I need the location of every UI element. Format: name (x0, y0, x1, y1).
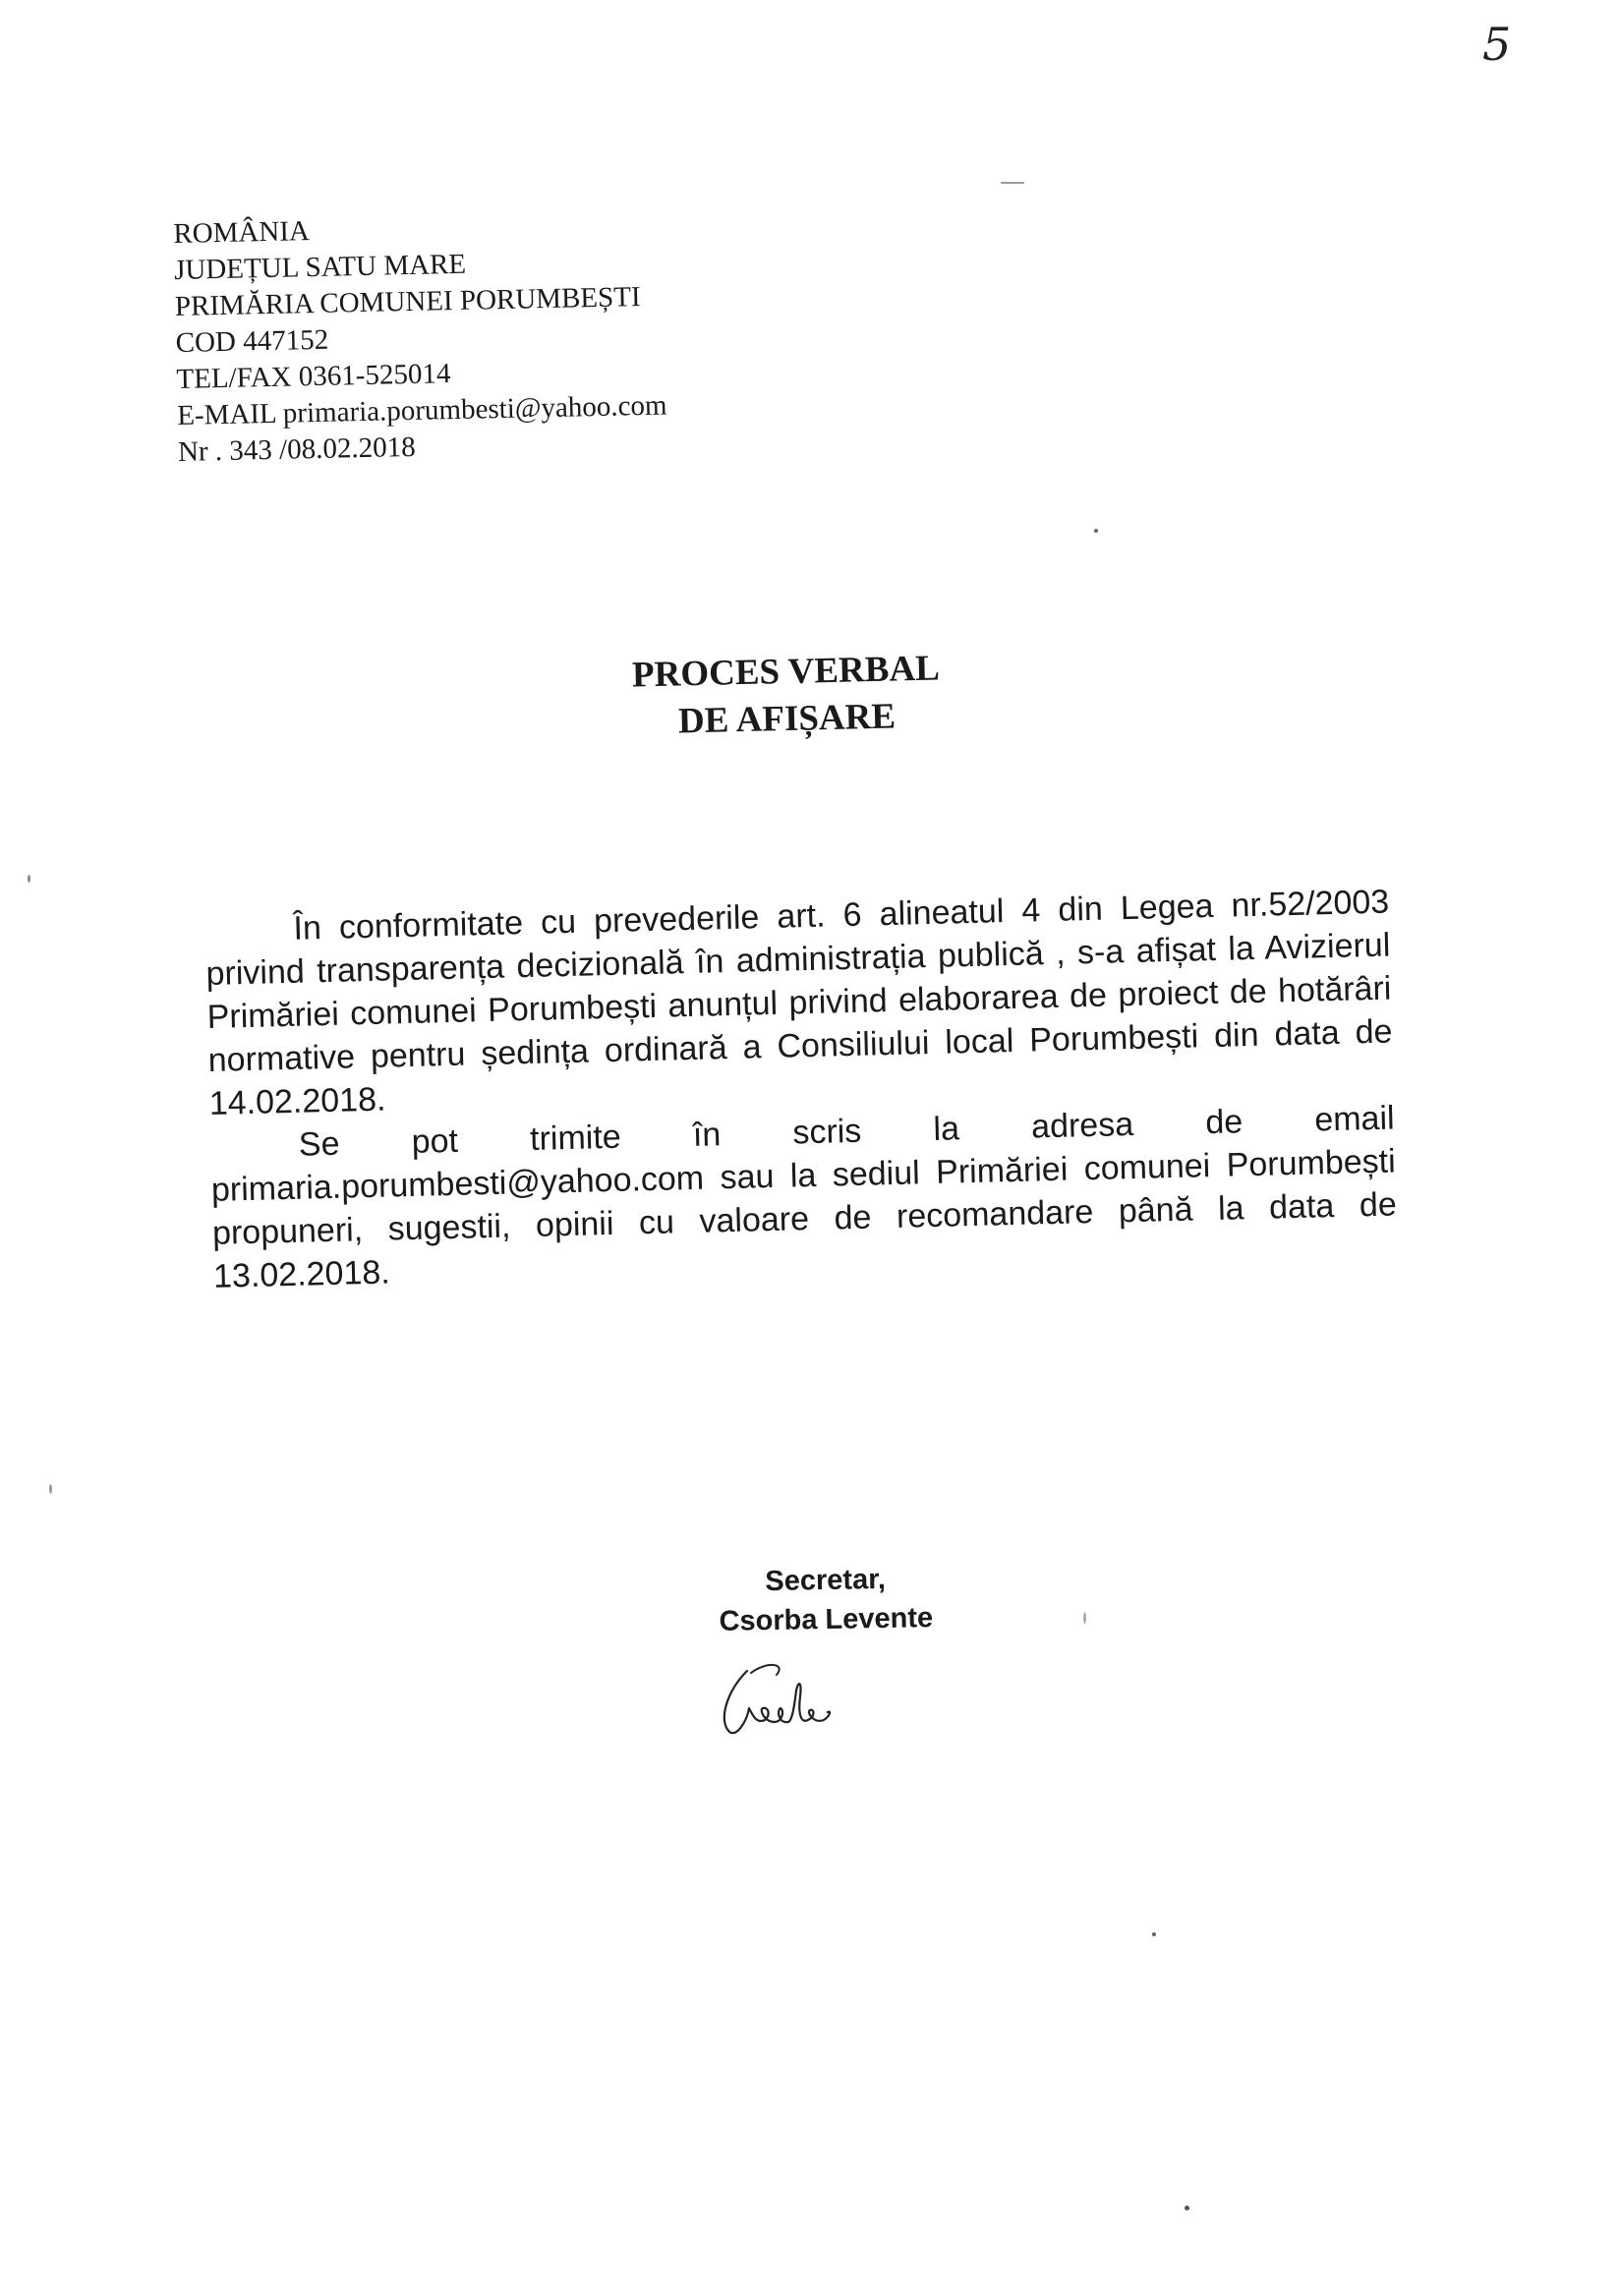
body-paragraph-2: Se pot trimite în scris la adresa de email primaria.porumbesti@yahoo.com sau la sediul Primăriei comunei Porumbești propuneri, sugestii, opinii cu valoare de recomandare până la data de 13.02.2018. (210, 1099, 1398, 1295)
scan-speck (1152, 1932, 1156, 1936)
document-body (204, 881, 1398, 1298)
handwritten-signature (708, 1651, 855, 1750)
scan-speck (1083, 1612, 1086, 1624)
header-country: ROMÂNIA (173, 215, 311, 250)
letterhead (173, 206, 668, 471)
scan-speck (28, 875, 30, 883)
header-registration-number: Nr . 343 /08.02.2018 (177, 430, 416, 468)
scan-speck (1001, 182, 1024, 184)
document-title (491, 642, 1082, 750)
title-line-1: PROCES VERBAL (631, 648, 941, 696)
header-institution: PRIMĂRIA COMUNEI PORUMBEȘTI (174, 281, 641, 322)
page-number: 5 (1482, 18, 1512, 71)
header-phone-fax: TEL/FAX 0361-525014 (176, 358, 451, 395)
signatory-role: Secretar, (765, 1563, 887, 1598)
scan-speck (1094, 529, 1098, 533)
scan-speck (49, 1484, 52, 1494)
title-line-2: DE AFIȘARE (677, 696, 897, 742)
header-county: JUDEȚUL SATU MARE (173, 248, 467, 286)
scan-speck (1185, 2206, 1189, 2210)
header-email: E-MAIL primaria.porumbesti@yahoo.com (176, 389, 667, 431)
signature-block (687, 1559, 963, 1642)
signatory-name: Csorba Levente (719, 1602, 934, 1637)
header-postal-code: COD 447152 (175, 323, 329, 359)
body-paragraph-1: În conformitate cu prevederile art. 6 alineatul 4 din Legea nr.52/2003 privind transparența decizională în administrația publică , s-a afișat la Avizierul Primăriei comunei Porumbești anunțul privind elaborarea de proiect de hotărâri normative pentru ședința ordinară a Consiliului local Porumbești din data de 14.02.2018. (205, 883, 1393, 1122)
